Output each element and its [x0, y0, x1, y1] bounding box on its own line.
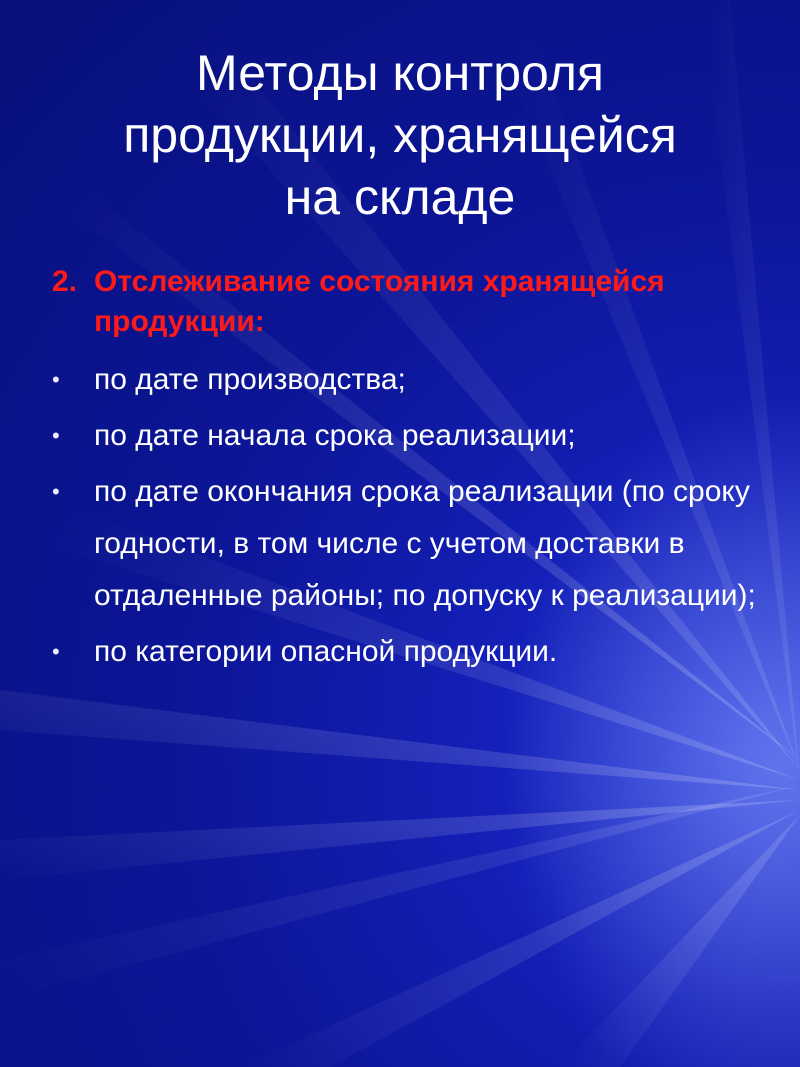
list-item [52, 410, 772, 462]
title-line-2: продукции, хранящейся [123, 107, 677, 163]
bullet-icon: • [52, 479, 60, 504]
bullet-list [52, 354, 772, 678]
bullet-icon: • [52, 367, 60, 392]
list-item [52, 354, 772, 406]
list-item [52, 466, 772, 622]
title-line-1: Методы контроля [196, 45, 604, 101]
list-item-text: по категории опасной продукции. [94, 635, 558, 668]
section-heading-text: Отслеживание состояния хранящейся продукции: [94, 265, 665, 338]
section-heading [52, 262, 772, 342]
bullet-icon: • [52, 423, 60, 448]
bullet-icon: • [52, 639, 60, 664]
slide-title [40, 42, 760, 228]
section-number: 2. [52, 265, 78, 298]
slide-content [52, 262, 772, 682]
list-item [52, 626, 772, 678]
list-item-text: по дате начала срока реализации; [94, 419, 576, 452]
list-item-text: по дате окончания срока реализации (по сроку годности, в том числе с учетом доставки в отдаленные районы; по допуску к реализации); [94, 475, 756, 612]
list-item-text: по дате производства; [94, 363, 406, 396]
title-line-3: на складе [284, 169, 516, 225]
